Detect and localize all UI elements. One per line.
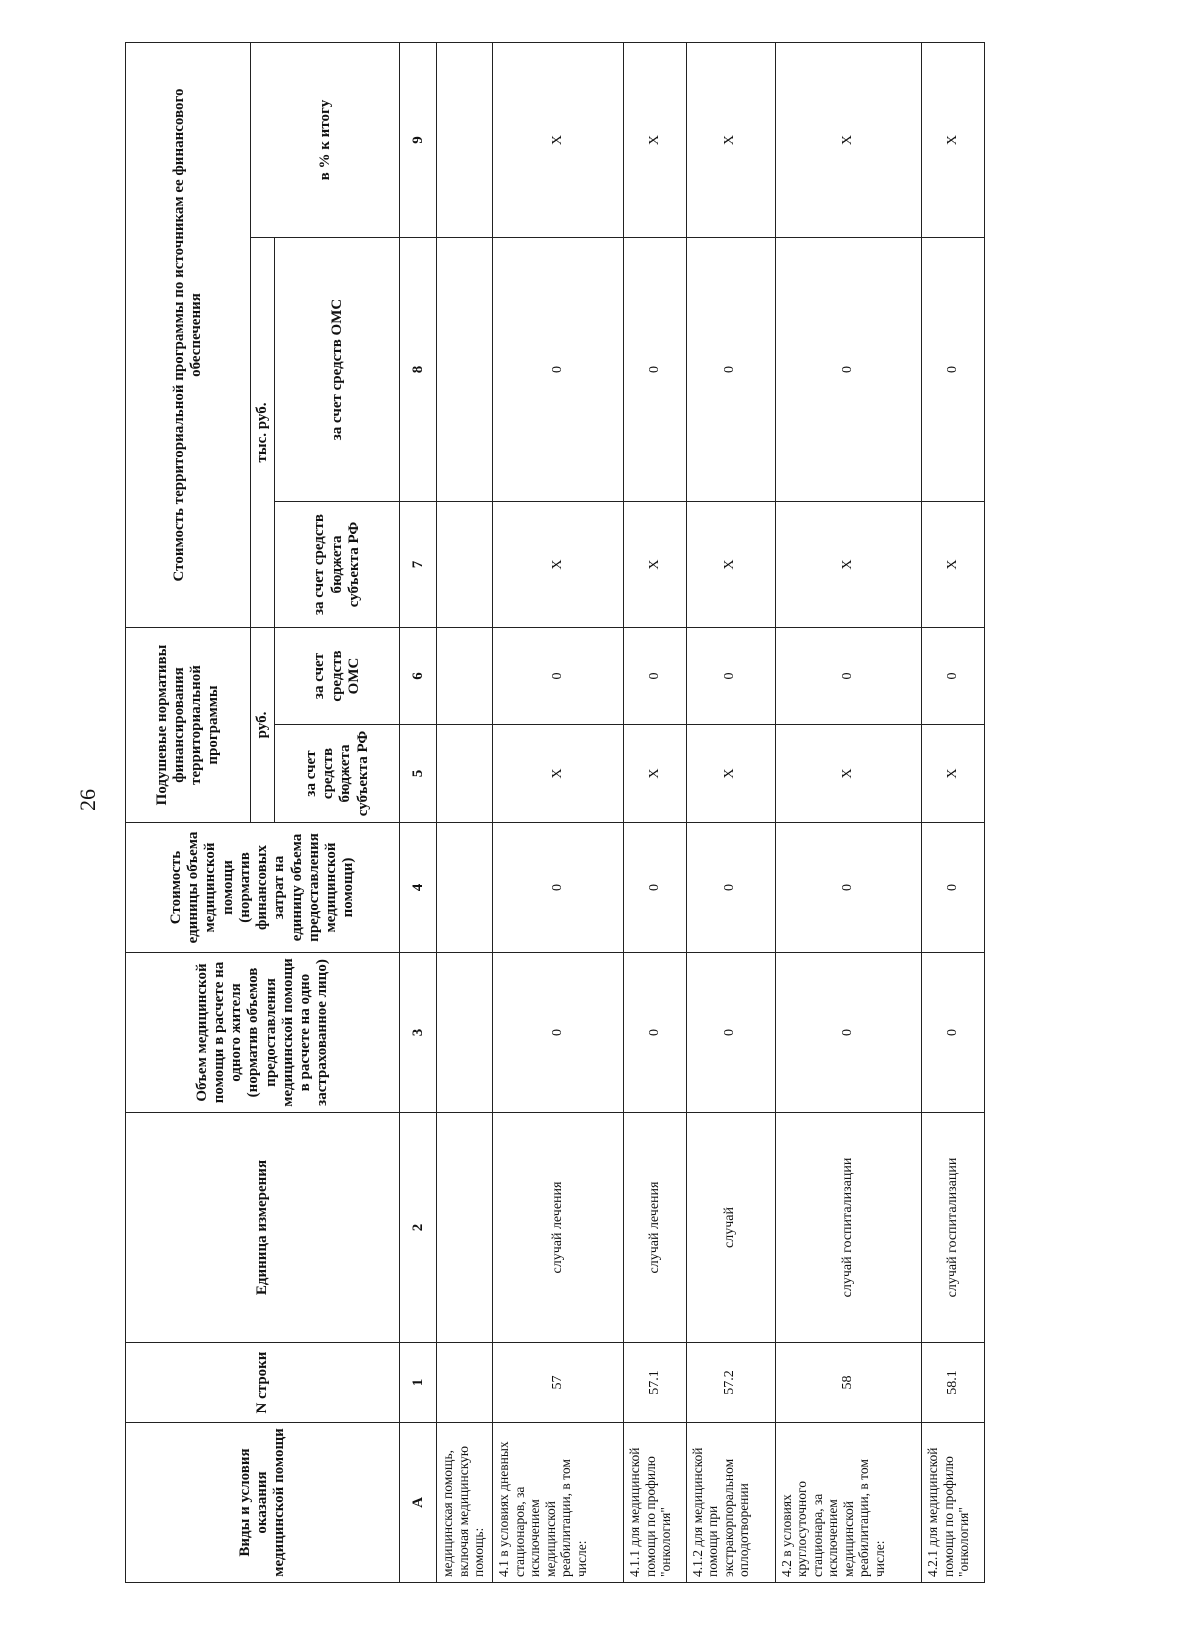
cell-budget-rf-total: X bbox=[686, 502, 775, 628]
header-kind: Виды и условия оказания медицинской помощи bbox=[126, 1423, 400, 1583]
cell-budget-rf-total bbox=[437, 502, 493, 628]
cell-volume: 0 bbox=[922, 953, 985, 1113]
header-total-cost: Стоимость территориальной программы по источникам ее финансового обеспечения bbox=[126, 42, 251, 627]
cell-budget-rf-total: X bbox=[493, 502, 624, 628]
header-row-no: N строки bbox=[126, 1343, 400, 1423]
header-oms-total: за счет средств ОМС bbox=[275, 238, 400, 502]
financing-table bbox=[125, 42, 985, 1583]
cell-oms-total: 0 bbox=[624, 238, 687, 502]
col-number: 2 bbox=[400, 1113, 437, 1343]
header-per-capita: Подушевые нормативы финансирования территориальной программы bbox=[126, 628, 251, 823]
cell-budget-rf: X bbox=[922, 725, 985, 823]
table-row bbox=[437, 42, 493, 1582]
cell-row-no: 58 bbox=[775, 1343, 921, 1423]
col-number: A bbox=[400, 1423, 437, 1583]
col-number: 4 bbox=[400, 823, 437, 953]
cell-kind: 4.1.1 для медицинской помощи по профилю "онкология" bbox=[624, 1423, 687, 1583]
cell-row-no bbox=[437, 1343, 493, 1423]
table-row bbox=[922, 42, 985, 1582]
table-row bbox=[624, 42, 687, 1582]
col-number: 1 bbox=[400, 1343, 437, 1423]
cell-row-no: 57.2 bbox=[686, 1343, 775, 1423]
cell-kind: 4.2 в условиях круглосуточного стационара, за исключением медицинской реабилитации, в том числе: bbox=[775, 1423, 921, 1583]
header-volume: Объем медицинской помощи в расчете на одного жителя (норматив объемов предоставления медицинской помощи в расчете на одно застрахованное лицо) bbox=[126, 953, 400, 1113]
cell-budget-rf bbox=[437, 725, 493, 823]
cell-cost: 0 bbox=[686, 823, 775, 953]
cell-volume: 0 bbox=[775, 953, 921, 1113]
cell-budget-rf: X bbox=[624, 725, 687, 823]
cell-volume: 0 bbox=[493, 953, 624, 1113]
cell-cost: 0 bbox=[493, 823, 624, 953]
header-percent: в % к итогу bbox=[251, 42, 400, 237]
cell-unit: случай госпитализации bbox=[775, 1113, 921, 1343]
cell-cost bbox=[437, 823, 493, 953]
col-number: 9 bbox=[400, 42, 437, 237]
cell-percent: X bbox=[493, 42, 624, 237]
cell-volume: 0 bbox=[686, 953, 775, 1113]
col-number: 7 bbox=[400, 502, 437, 628]
cell-row-no: 57 bbox=[493, 1343, 624, 1423]
cell-budget-rf: X bbox=[493, 725, 624, 823]
header-budget-rf: за счет средств бюджета субъекта РФ bbox=[275, 725, 400, 823]
cell-kind: 4.2.1 для медицинской помощи по профилю "онкология" bbox=[922, 1423, 985, 1583]
cell-oms: 0 bbox=[686, 628, 775, 725]
cell-percent: X bbox=[922, 42, 985, 237]
header-budget-rf-total: за счет средств бюджета субъекта РФ bbox=[275, 502, 400, 628]
cell-kind: медицинская помощь, включая медицинскую помощь: bbox=[437, 1423, 493, 1583]
cell-oms: 0 bbox=[775, 628, 921, 725]
header-unit: Единица измерения bbox=[126, 1113, 400, 1343]
cell-oms-total: 0 bbox=[686, 238, 775, 502]
header-cost: Стоимость единицы объема медицинской помощи (норматив финансовых затрат на единицу объема предоставления медицинской помощи) bbox=[126, 823, 400, 953]
cell-row-no: 57.1 bbox=[624, 1343, 687, 1423]
cell-volume: 0 bbox=[624, 953, 687, 1113]
cell-cost: 0 bbox=[775, 823, 921, 953]
cell-cost: 0 bbox=[624, 823, 687, 953]
header-thousand-rub: тыс. руб. bbox=[251, 238, 275, 628]
cell-oms: 0 bbox=[493, 628, 624, 725]
cell-unit bbox=[437, 1113, 493, 1343]
cell-oms-total: 0 bbox=[922, 238, 985, 502]
col-number: 3 bbox=[400, 953, 437, 1113]
cell-oms: 0 bbox=[922, 628, 985, 725]
cell-oms-total: 0 bbox=[493, 238, 624, 502]
cell-unit: случай лечения bbox=[493, 1113, 624, 1343]
header-rub: руб. bbox=[251, 628, 275, 823]
col-number: 8 bbox=[400, 238, 437, 502]
cell-kind: 4.1 в условиях дневных стационаров, за исключением медицинской реабилитации, в том числе: bbox=[493, 1423, 624, 1583]
cell-kind: 4.1.2 для медицинской помощи при экстракорпоральном оплодотворении bbox=[686, 1423, 775, 1583]
cell-unit: случай лечения bbox=[624, 1113, 687, 1343]
page-number: 26 bbox=[75, 789, 100, 811]
table-row bbox=[775, 42, 921, 1582]
cell-oms-total bbox=[437, 238, 493, 502]
cell-percent: X bbox=[775, 42, 921, 237]
cell-unit: случай госпитализации bbox=[922, 1113, 985, 1343]
cell-volume bbox=[437, 953, 493, 1113]
cell-oms-total: 0 bbox=[775, 238, 921, 502]
col-number: 5 bbox=[400, 725, 437, 823]
cell-oms bbox=[437, 628, 493, 725]
cell-budget-rf-total: X bbox=[624, 502, 687, 628]
cell-unit: случай bbox=[686, 1113, 775, 1343]
cell-percent: X bbox=[686, 42, 775, 237]
cell-oms: 0 bbox=[624, 628, 687, 725]
col-number: 6 bbox=[400, 628, 437, 725]
table-row bbox=[686, 42, 775, 1582]
cell-budget-rf-total: X bbox=[775, 502, 921, 628]
rotated-table-container bbox=[125, 43, 985, 1583]
cell-budget-rf: X bbox=[775, 725, 921, 823]
cell-budget-rf-total: X bbox=[922, 502, 985, 628]
table-row bbox=[493, 42, 624, 1582]
cell-percent: X bbox=[624, 42, 687, 237]
cell-row-no: 58.1 bbox=[922, 1343, 985, 1423]
cell-budget-rf: X bbox=[686, 725, 775, 823]
cell-percent bbox=[437, 42, 493, 237]
header-oms: за счет средств ОМС bbox=[275, 628, 400, 725]
cell-cost: 0 bbox=[922, 823, 985, 953]
